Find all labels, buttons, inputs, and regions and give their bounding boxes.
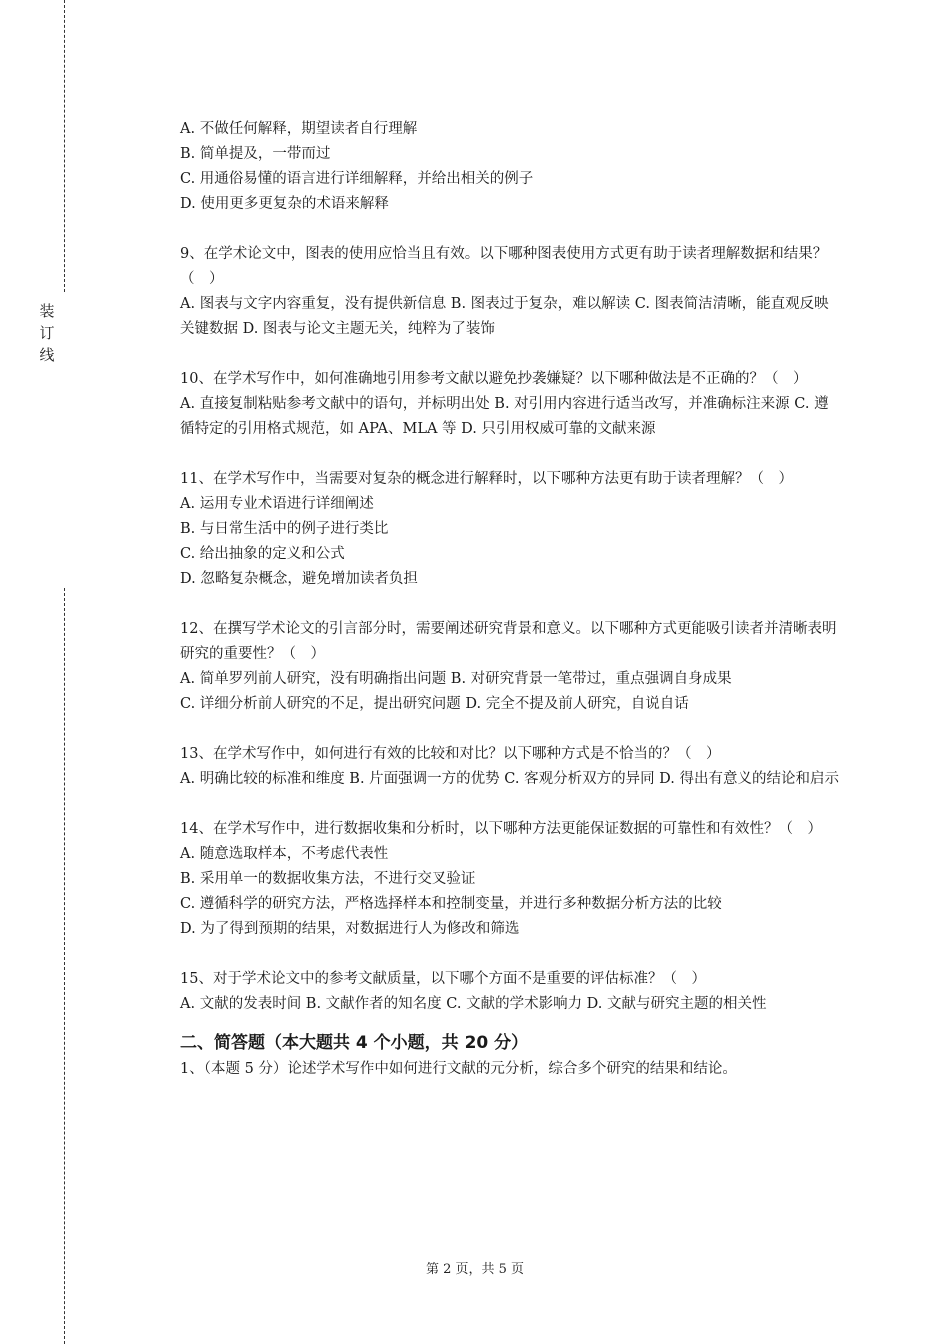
option: D. 使用更多更复杂的术语来解释 — [180, 196, 389, 212]
binding-char: 装 — [39, 302, 55, 320]
binding-label — [37, 300, 57, 366]
essay-question-1: 1、（本题 5 分）论述学术写作中如何进行文献的元分析，综合多个研究的结果和结论。 — [180, 1061, 737, 1077]
question-9 — [180, 242, 840, 342]
question-14 — [180, 817, 840, 942]
option: A. 随意选取样本，不考虑代表性 — [180, 846, 389, 862]
question-options: A. 文献的发表时间 B. 文献作者的知名度 C. 文献的学术影响力 D. 文献与研究主题的相关性 — [180, 996, 767, 1012]
question-11 — [180, 467, 840, 592]
question-stem: 13、在学术写作中，如何进行有效的比较和对比？以下哪种方式是不恰当的？（ ） — [180, 746, 721, 762]
option: D. 忽略复杂概念，避免增加读者负担 — [180, 571, 418, 587]
question-options: A. 明确比较的标准和维度 B. 片面强调一方的优势 C. 客观分析双方的异同 D. 得出有意义的结论和启示 — [180, 771, 840, 787]
question-stem: 10、在学术写作中，如何准确地引用参考文献以避免抄袭嫌疑？以下哪种做法是不正确的？（ ） — [180, 371, 808, 387]
question-10 — [180, 367, 840, 442]
option: A. 简单罗列前人研究，没有明确指出问题 B. 对研究背景一笔带过，重点强调自身成果 — [180, 671, 732, 687]
question-options: A. 直接复制粘贴参考文献中的语句，并标明出处 B. 对引用内容进行适当改写，并准确标注来源 C. 遵循特定的引用格式规范，如 APA、MLA 等 D. 只引用权威可靠的文献来源 — [180, 396, 829, 437]
question-stem: 15、对于学术论文中的参考文献质量，以下哪个方面不是重要的评估标准？（ ） — [180, 971, 706, 987]
option: C. 用通俗易懂的语言进行详细解释，并给出相关的例子 — [180, 171, 534, 187]
option: C. 详细分析前人研究的不足，提出研究问题 D. 完全不提及前人研究，自说自话 — [180, 696, 689, 712]
question-8-options — [180, 117, 840, 217]
binding-char: 订 — [39, 324, 55, 342]
option: B. 采用单一的数据收集方法，不进行交叉验证 — [180, 871, 476, 887]
question-stem: 12、在撰写学术论文的引言部分时，需要阐述研究背景和意义。以下哪种方式更能吸引读者并清晰表明研究的重要性？（ ） — [180, 621, 837, 662]
question-stem: 11、在学术写作中，当需要对复杂的概念进行解释时，以下哪种方法更有助于读者理解？（ ） — [180, 471, 793, 487]
option: D. 为了得到预期的结果，对数据进行人为修改和筛选 — [180, 921, 520, 937]
page-footer: 第 2 页，共 5 页 — [425, 1262, 525, 1277]
option: C. 遵循科学的研究方法，严格选择样本和控制变量，并进行多种数据分析方法的比较 — [180, 896, 722, 912]
question-12 — [180, 617, 840, 717]
question-options: A. 图表与文字内容重复，没有提供新信息 B. 图表过于复杂，难以解读 C. 图表简洁清晰，能直观反映关键数据 D. 图表与论文主题无关，纯粹为了装饰 — [180, 296, 829, 337]
question-15 — [180, 967, 840, 1017]
question-stem: 9、在学术论文中，图表的使用应恰当且有效。以下哪种图表使用方式更有助于读者理解数据和结果？（ ） — [180, 246, 828, 287]
binding-char: 线 — [39, 346, 55, 364]
section-2 — [180, 1029, 840, 1082]
question-stem: 14、在学术写作中，进行数据收集和分析时，以下哪种方法更能保证数据的可靠性和有效性？（ ） — [180, 821, 822, 837]
option: A. 不做任何解释，期望读者自行理解 — [180, 121, 418, 137]
binding-dashed-line-top — [64, 0, 65, 292]
option: B. 简单提及，一带而过 — [180, 146, 331, 162]
option: B. 与日常生活中的例子进行类比 — [180, 521, 389, 537]
option: A. 运用专业术语进行详细阐述 — [180, 496, 374, 512]
page-content — [180, 117, 840, 1082]
question-13 — [180, 742, 840, 792]
option: C. 给出抽象的定义和公式 — [180, 546, 345, 562]
section-title: 二、简答题（本大题共 4 个小题，共 20 分） — [180, 1033, 529, 1053]
binding-dashed-line-bottom — [64, 588, 65, 1344]
